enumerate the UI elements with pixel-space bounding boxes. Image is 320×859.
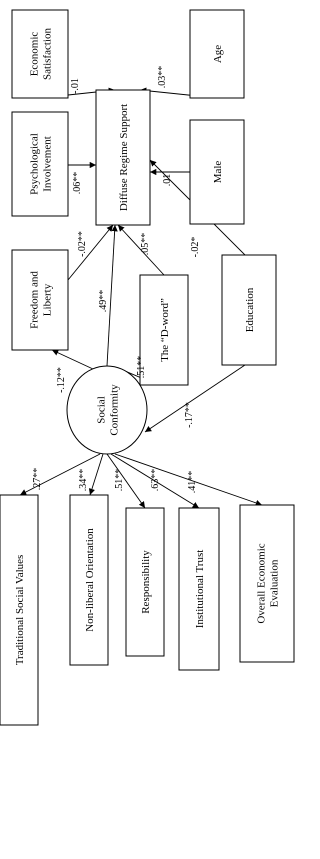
age-box: [190, 10, 244, 98]
path-arrow-freedom-to-drs: [68, 225, 113, 280]
node-label-line: Involvement: [41, 136, 54, 192]
age-label: [212, 45, 224, 63]
coefficient-label-sc-to-freedom: -.12**: [56, 367, 67, 393]
coefficient-label-sc-to-oee: .41**: [187, 470, 198, 494]
node-label-line: Non-liberal Orientation: [84, 528, 96, 632]
coefficient-label-freedom-to-drs: -.02**: [77, 231, 88, 257]
coefficient-label-edu-to-drs: -.02*: [190, 236, 201, 258]
node-label-line: Diffuse Regime Support: [118, 103, 130, 212]
responsibility-label: [140, 550, 152, 614]
path-arrow-sc-to-nlo: [90, 454, 103, 495]
coefficient-label-male-to-drs: .01: [162, 173, 173, 187]
coefficient-label-econ-to-drs: -.01: [70, 78, 81, 94]
education-box: [222, 255, 276, 365]
node-label-line: Freedom and: [28, 271, 41, 329]
coefficient-label-sc-to-nlo: .34**: [78, 468, 89, 492]
d-word-label: [159, 298, 171, 362]
node-label-line: Overall Economic: [255, 543, 268, 624]
institutional-trust-box: [179, 508, 219, 670]
freedom-and-liberty-box: [12, 250, 68, 350]
non-liberal-orientation-label: [84, 528, 96, 632]
path-arrow-sc-to-freedom: [52, 350, 93, 369]
node-label-line: Conformity: [108, 384, 121, 436]
d-word-box: [140, 275, 188, 385]
traditional-social-values-label: [14, 555, 26, 666]
coefficient-label-sc-to-drs: .49**: [98, 289, 109, 313]
psychological-involvement-box: [12, 112, 68, 216]
social-conformity-ellipse: [67, 366, 147, 454]
psychological-involvement-label: [29, 133, 54, 195]
coefficient-label-sc-to-dword: .51**: [136, 355, 147, 379]
node-label-line: Social: [95, 396, 108, 424]
node-label-line: Institutional Trust: [194, 549, 206, 629]
node-label-line: Economic: [28, 31, 41, 77]
education-label: [244, 287, 256, 332]
node-label-line: Evaluation: [268, 559, 281, 608]
coefficient-label-sc-to-it: .63**: [150, 468, 161, 492]
node-label-line: Traditional Social Values: [14, 554, 26, 666]
coefficient-label-age-to-drs: .03**: [157, 65, 168, 89]
male-box: [190, 120, 244, 224]
node-label-line: The “D-word”: [159, 298, 171, 362]
coefficient-label-sc-to-resp: .51**: [114, 468, 125, 492]
responsibility-box: [126, 508, 164, 656]
non-liberal-orientation-box: [70, 495, 108, 665]
economic-satisfaction-label: [29, 28, 54, 80]
diffuse-regime-support-box: [96, 90, 150, 225]
node-label-line: Psychological: [28, 133, 41, 195]
coefficient-label-sc-to-tsv: .27**: [32, 467, 43, 491]
node-label-line: Liberty: [41, 283, 54, 317]
overall-economic-evaluation-box: [240, 505, 294, 662]
node-label-line: Education: [244, 287, 256, 333]
institutional-trust-label: [194, 550, 206, 629]
node-label-line: Age: [212, 44, 224, 64]
node-label-line: Male: [212, 160, 224, 184]
diffuse-regime-support-label: [118, 104, 130, 211]
traditional-social-values-box: [0, 495, 38, 725]
male-label: [212, 161, 224, 184]
economic-satisfaction-box: [12, 10, 68, 98]
coefficient-label-dword-to-drs: .05**: [140, 232, 151, 256]
coefficient-label-edu-to-sc: -.17**: [184, 402, 195, 428]
node-label-line: Satisfaction: [41, 28, 54, 80]
node-label-line: Responsibility: [140, 550, 152, 614]
coefficient-label-psych-to-drs: .06**: [72, 171, 83, 195]
